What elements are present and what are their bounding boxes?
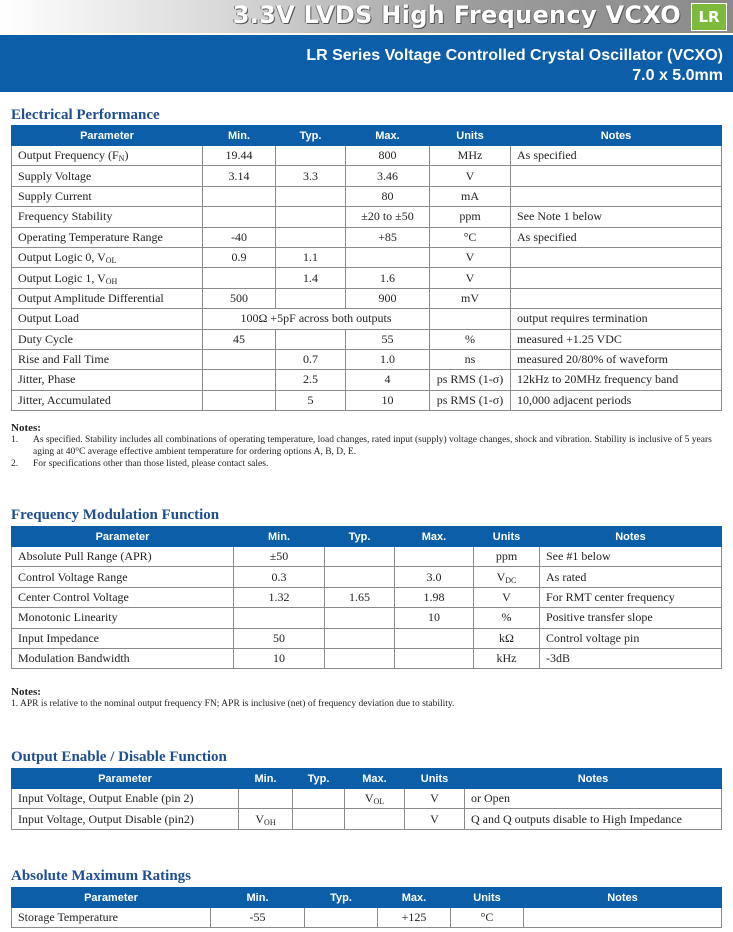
column-header-notes: Notes bbox=[465, 769, 722, 789]
cell-typ bbox=[325, 628, 395, 648]
electrical-performance-table bbox=[11, 125, 722, 411]
units-text: kHz bbox=[496, 651, 517, 666]
table-row bbox=[12, 166, 722, 186]
cell-parameter bbox=[12, 349, 203, 369]
cell-typ: 3.3 bbox=[276, 166, 346, 186]
cell-notes: measured +1.25 VDC bbox=[511, 329, 722, 349]
table-header-row bbox=[12, 527, 722, 547]
cell-max bbox=[346, 166, 430, 186]
table-row bbox=[12, 587, 722, 607]
note-text: For specifications other than those listed, please contact sales. bbox=[33, 459, 269, 469]
cell-units bbox=[430, 329, 511, 349]
cell-typ: 1.1 bbox=[276, 247, 346, 267]
cell-parameter bbox=[12, 628, 234, 648]
cell-min bbox=[203, 207, 276, 227]
units-text: ppm bbox=[459, 209, 481, 224]
parameter-text: Output Load bbox=[18, 311, 79, 326]
table-row bbox=[12, 227, 722, 247]
cell-min bbox=[234, 648, 325, 668]
cell-parameter bbox=[12, 809, 239, 829]
parameter-text: Jitter, Accumulated bbox=[18, 392, 111, 407]
cell-units bbox=[474, 567, 540, 587]
cell-max bbox=[346, 247, 430, 267]
cell-notes: -3dB bbox=[540, 648, 722, 668]
column-header-parameter: Parameter bbox=[12, 527, 234, 547]
cell-notes: As specified bbox=[511, 146, 722, 166]
column-header-max: Max. bbox=[346, 126, 430, 146]
cell-typ bbox=[276, 207, 346, 227]
cell-units bbox=[430, 207, 511, 227]
max-text: 800 bbox=[378, 148, 397, 163]
cell-notes: Q and Q outputs disable to High Impedance bbox=[465, 809, 722, 829]
max-text: 1.98 bbox=[423, 589, 445, 604]
cell-max bbox=[346, 370, 430, 390]
parameter-text: Output Amplitude Differential bbox=[18, 290, 164, 305]
parameter-text: Supply Current bbox=[18, 188, 92, 203]
cell-parameter bbox=[12, 608, 234, 628]
units-text: ppm bbox=[495, 549, 518, 564]
brand-logo: LR bbox=[691, 3, 727, 31]
parameter-text: Operating Temperature Range bbox=[18, 229, 163, 244]
units-text: % bbox=[501, 610, 512, 625]
fm-notes bbox=[11, 686, 716, 710]
cell-max bbox=[346, 390, 430, 410]
cell-notes bbox=[511, 288, 722, 308]
cell-typ bbox=[305, 908, 378, 928]
table-row bbox=[12, 908, 722, 928]
cell-notes: or Open bbox=[465, 789, 722, 809]
cell-max bbox=[346, 207, 430, 227]
units-text: V bbox=[465, 270, 475, 285]
column-header-min: Min. bbox=[211, 888, 305, 908]
column-header-min: Min. bbox=[239, 769, 293, 789]
cell-parameter bbox=[12, 207, 203, 227]
table-row bbox=[12, 268, 722, 288]
cell-notes: See #1 below bbox=[540, 547, 722, 567]
section-title-electrical: Electrical Performance bbox=[11, 107, 160, 123]
cell-min bbox=[203, 390, 276, 410]
frequency-modulation-table bbox=[11, 526, 722, 669]
notes-heading: Notes: bbox=[11, 686, 41, 698]
cell-parameter bbox=[12, 370, 203, 390]
cell-min bbox=[203, 349, 276, 369]
cell-units bbox=[474, 547, 540, 567]
cell-units bbox=[474, 628, 540, 648]
cell-notes: 10,000 adjacent periods bbox=[511, 390, 722, 410]
cell-typ: 1.4 bbox=[276, 268, 346, 288]
table-row bbox=[12, 247, 722, 267]
max-text: 900 bbox=[378, 290, 397, 305]
cell-typ bbox=[276, 288, 346, 308]
parameter-text: Supply Voltage bbox=[18, 168, 92, 183]
cell-notes: As rated bbox=[540, 567, 722, 587]
column-header-notes: Notes bbox=[540, 527, 722, 547]
cell-min bbox=[234, 628, 325, 648]
table-row bbox=[12, 370, 722, 390]
subtitle-line-2: 7.0 x 5.0mm bbox=[632, 67, 723, 84]
parameter-text: Duty Cycle bbox=[18, 331, 73, 346]
cell-parameter bbox=[12, 648, 234, 668]
min-text: 0.9 bbox=[231, 250, 247, 265]
cell-max bbox=[346, 288, 430, 308]
cell-notes: Positive transfer slope bbox=[540, 608, 722, 628]
min-text: 50 bbox=[273, 630, 285, 645]
cell-units bbox=[474, 587, 540, 607]
cell-typ bbox=[276, 227, 346, 247]
parameter-text: Rise and Fall Time bbox=[18, 352, 110, 367]
cell-units bbox=[430, 390, 511, 410]
units-text: V bbox=[496, 569, 506, 584]
cell-typ: 5 bbox=[276, 390, 346, 410]
units-text: mA bbox=[461, 188, 479, 203]
min-text: 19.44 bbox=[225, 148, 253, 163]
note-item bbox=[11, 458, 716, 470]
cell-notes: 12kHz to 20MHz frequency band bbox=[511, 370, 722, 390]
subscript: OL bbox=[373, 797, 385, 807]
column-header-min: Min. bbox=[203, 126, 276, 146]
min-text: ±50 bbox=[269, 549, 289, 564]
cell-max bbox=[346, 227, 430, 247]
cell-min bbox=[211, 908, 305, 928]
column-header-max: Max. bbox=[395, 527, 474, 547]
cell-units bbox=[474, 608, 540, 628]
cell-parameter bbox=[12, 268, 203, 288]
min-text: 45 bbox=[233, 331, 245, 346]
parameter-suffix: ) bbox=[124, 148, 129, 163]
cell-min bbox=[234, 608, 325, 628]
table-row bbox=[12, 146, 722, 166]
cell-typ: 2.5 bbox=[276, 370, 346, 390]
column-header-notes: Notes bbox=[511, 126, 722, 146]
column-header-parameter: Parameter bbox=[12, 126, 203, 146]
max-text: 4 bbox=[384, 372, 391, 387]
cell-notes: As specified bbox=[511, 227, 722, 247]
cell-max bbox=[346, 186, 430, 206]
cell-typ: 0.7 bbox=[276, 349, 346, 369]
min-text: 500 bbox=[230, 290, 248, 305]
cell-min bbox=[203, 288, 276, 308]
table-row bbox=[12, 789, 722, 809]
cell-notes: output requires termination bbox=[511, 309, 722, 329]
table-header-row bbox=[12, 769, 722, 789]
cell-parameter bbox=[12, 390, 203, 410]
cell-typ bbox=[276, 146, 346, 166]
cell-min bbox=[203, 186, 276, 206]
cell-max bbox=[395, 628, 474, 648]
cell-max bbox=[395, 608, 474, 628]
output-enable-table bbox=[11, 768, 722, 830]
cell-notes bbox=[511, 268, 722, 288]
cell-units bbox=[405, 789, 465, 809]
cell-typ bbox=[276, 186, 346, 206]
min-text: V bbox=[255, 811, 265, 826]
cell-max bbox=[346, 146, 430, 166]
cell-notes: See Note 1 below bbox=[511, 207, 722, 227]
cell-parameter bbox=[12, 789, 239, 809]
max-text: 1.6 bbox=[380, 270, 395, 285]
cell-units bbox=[430, 247, 511, 267]
table-row bbox=[12, 567, 722, 587]
cell-parameter bbox=[12, 227, 203, 247]
cell-parameter bbox=[12, 186, 203, 206]
cell-units bbox=[430, 166, 511, 186]
parameter-text: Input Voltage, Output Disable (pin2) bbox=[18, 811, 194, 826]
max-text: +85 bbox=[378, 229, 397, 244]
column-header-parameter: Parameter bbox=[12, 769, 239, 789]
cell-max bbox=[346, 329, 430, 349]
cell-min bbox=[203, 329, 276, 349]
cell-typ bbox=[293, 809, 345, 829]
parameter-text: Input Voltage, Output Enable (pin 2) bbox=[18, 791, 194, 806]
max-text: ±20 to ±50 bbox=[361, 209, 414, 224]
min-text: 1.32 bbox=[268, 589, 290, 604]
units-text: ns bbox=[464, 352, 476, 367]
cell-typ bbox=[325, 608, 395, 628]
cell-parameter bbox=[12, 908, 211, 928]
section-title-fm: Frequency Modulation Function bbox=[11, 507, 220, 523]
column-header-typ: Typ. bbox=[293, 769, 345, 789]
page-title: 3.3V LVDS High Frequency VCXO bbox=[232, 1, 681, 29]
subtitle-banner bbox=[0, 35, 733, 92]
column-header-units: Units bbox=[451, 888, 524, 908]
note-text: As specified. Stability includes all combinations of operating temperature, load changes, rated input (supply) voltage changes, shock and vibration. Stability is inclusive of 5 years aging at 40°C average effective ambient temperature for ordering options A, B, D, E. bbox=[33, 435, 712, 457]
units-text: mV bbox=[461, 290, 479, 305]
cell-min bbox=[234, 587, 325, 607]
units-text: V bbox=[430, 791, 439, 806]
table-row bbox=[12, 329, 722, 349]
column-header-notes: Notes bbox=[524, 888, 722, 908]
cell-units bbox=[430, 268, 511, 288]
min-text: 3.14 bbox=[228, 168, 250, 183]
parameter-text: Monotonic Linearity bbox=[18, 610, 118, 625]
cell-max bbox=[395, 567, 474, 587]
table-row bbox=[12, 547, 722, 567]
max-text: 55 bbox=[381, 331, 394, 346]
units-text: V bbox=[502, 589, 511, 604]
cell-typ bbox=[325, 648, 395, 668]
cell-notes: measured 20/80% of waveform bbox=[511, 349, 722, 369]
cell-units bbox=[474, 648, 540, 668]
subscript: OH bbox=[264, 817, 276, 827]
table-row bbox=[12, 809, 722, 829]
column-header-parameter: Parameter bbox=[12, 888, 211, 908]
cell-parameter bbox=[12, 288, 203, 308]
cell-units bbox=[430, 349, 511, 369]
cell-min bbox=[203, 227, 276, 247]
cell-notes: For RMT center frequency bbox=[540, 587, 722, 607]
cell-min bbox=[203, 268, 276, 288]
table-row bbox=[12, 207, 722, 227]
cell-max bbox=[346, 268, 430, 288]
cell-typ bbox=[276, 329, 346, 349]
cell-max bbox=[345, 809, 405, 829]
table-header-row bbox=[12, 126, 722, 146]
section-title-amr: Absolute Maximum Ratings bbox=[11, 868, 192, 884]
cell-parameter bbox=[12, 146, 203, 166]
max-text: 10 bbox=[428, 610, 440, 625]
table-row bbox=[12, 309, 722, 329]
units-text: ps RMS (1-σ) bbox=[436, 372, 504, 387]
cell-parameter bbox=[12, 547, 234, 567]
absolute-maximum-table bbox=[11, 887, 722, 928]
parameter-text: Center Control Voltage bbox=[18, 589, 129, 604]
units-text: ps RMS (1-σ) bbox=[436, 392, 504, 407]
table-row bbox=[12, 349, 722, 369]
cell-max bbox=[346, 349, 430, 369]
cell-units bbox=[430, 227, 511, 247]
subscript: OH bbox=[105, 276, 118, 286]
units-text: V bbox=[465, 168, 475, 183]
note-item bbox=[11, 434, 716, 458]
cell-max bbox=[345, 789, 405, 809]
min-text: -55 bbox=[249, 910, 266, 925]
column-header-max: Max. bbox=[345, 769, 405, 789]
cell-units bbox=[430, 288, 511, 308]
column-header-units: Units bbox=[430, 126, 511, 146]
cell-min bbox=[203, 146, 276, 166]
min-text: -40 bbox=[231, 229, 247, 244]
units-text: kΩ bbox=[499, 630, 514, 645]
note-number: 2. bbox=[11, 459, 19, 469]
table-row bbox=[12, 628, 722, 648]
cell-max bbox=[395, 547, 474, 567]
parameter-text: Frequency Stability bbox=[18, 209, 113, 224]
cell-min bbox=[234, 567, 325, 587]
units-text: V bbox=[430, 811, 439, 826]
max-text: 3.46 bbox=[377, 168, 398, 183]
cell-max bbox=[395, 648, 474, 668]
parameter-text: Output Logic 0, V bbox=[18, 250, 106, 265]
parameter-text: Input Impedance bbox=[18, 630, 99, 645]
cell-notes: Control voltage pin bbox=[540, 628, 722, 648]
max-text: V bbox=[364, 791, 374, 806]
cell-spanned-value: 100Ω +5pF across both outputs bbox=[203, 309, 430, 329]
table-header-row bbox=[12, 888, 722, 908]
table-row bbox=[12, 608, 722, 628]
cell-min bbox=[203, 370, 276, 390]
cell-min bbox=[239, 809, 293, 829]
cell-min bbox=[203, 166, 276, 186]
max-text: 1.0 bbox=[380, 352, 395, 367]
cell-units bbox=[430, 146, 511, 166]
table-row bbox=[12, 390, 722, 410]
parameter-text: Control Voltage Range bbox=[18, 569, 128, 584]
max-text: 10 bbox=[381, 392, 394, 407]
cell-parameter bbox=[12, 567, 234, 587]
cell-typ: 1.65 bbox=[325, 587, 395, 607]
min-text: 10 bbox=[273, 651, 285, 666]
cell-notes bbox=[511, 166, 722, 186]
electrical-notes bbox=[11, 422, 716, 470]
subscript: OL bbox=[105, 256, 117, 266]
cell-max bbox=[395, 587, 474, 607]
column-header-units: Units bbox=[474, 527, 540, 547]
cell-parameter bbox=[12, 329, 203, 349]
cell-typ bbox=[325, 547, 395, 567]
max-text: 3.0 bbox=[426, 569, 442, 584]
cell-parameter bbox=[12, 587, 234, 607]
cell-min bbox=[239, 789, 293, 809]
cell-notes bbox=[511, 247, 722, 267]
parameter-text: Output Frequency (F bbox=[18, 148, 119, 163]
column-header-typ: Typ. bbox=[305, 888, 378, 908]
subscript: DC bbox=[505, 575, 517, 585]
cell-notes bbox=[511, 186, 722, 206]
subtitle-line-1: LR Series Voltage Controlled Crystal Oscillator (VCXO) bbox=[306, 47, 723, 64]
cell-units bbox=[430, 370, 511, 390]
cell-typ bbox=[293, 789, 345, 809]
cell-units bbox=[430, 186, 511, 206]
section-title-oe: Output Enable / Disable Function bbox=[11, 749, 227, 765]
cell-parameter bbox=[12, 247, 203, 267]
note-text: 1. APR is relative to the nominal output frequency FN; APR is inclusive (net) of frequency deviation due to stability. bbox=[11, 699, 455, 709]
subscript: N bbox=[118, 154, 125, 164]
cell-parameter bbox=[12, 166, 203, 186]
units-text: °C bbox=[463, 229, 477, 244]
parameter-text: Jitter, Phase bbox=[18, 372, 76, 387]
parameter-text: Storage Temperature bbox=[18, 910, 118, 925]
cell-typ bbox=[325, 567, 395, 587]
note-number: 1. bbox=[11, 435, 19, 445]
cell-notes bbox=[524, 908, 722, 928]
column-header-min: Min. bbox=[234, 527, 325, 547]
min-text: 0.3 bbox=[271, 569, 287, 584]
column-header-units: Units bbox=[405, 769, 465, 789]
max-text: 80 bbox=[381, 188, 394, 203]
parameter-text: Absolute Pull Range (APR) bbox=[18, 549, 152, 564]
notes-heading: Notes: bbox=[11, 422, 41, 434]
column-header-max: Max. bbox=[378, 888, 451, 908]
parameter-text: Output Logic 1, V bbox=[18, 270, 106, 285]
units-text: V bbox=[465, 250, 475, 265]
cell-units bbox=[451, 908, 524, 928]
parameter-text: Modulation Bandwidth bbox=[18, 651, 130, 666]
units-text: MHz bbox=[457, 148, 483, 163]
units-text: % bbox=[465, 331, 475, 346]
table-row bbox=[12, 288, 722, 308]
cell-max bbox=[378, 908, 451, 928]
column-header-typ: Typ. bbox=[276, 126, 346, 146]
cell-parameter bbox=[12, 309, 203, 329]
cell-units bbox=[405, 809, 465, 829]
max-text: +125 bbox=[401, 910, 427, 925]
top-banner bbox=[0, 0, 733, 33]
units-text: °C bbox=[480, 910, 494, 925]
cell-units bbox=[430, 309, 511, 329]
table-row bbox=[12, 186, 722, 206]
table-row bbox=[12, 648, 722, 668]
column-header-typ: Typ. bbox=[325, 527, 395, 547]
cell-min bbox=[234, 547, 325, 567]
cell-min bbox=[203, 247, 276, 267]
